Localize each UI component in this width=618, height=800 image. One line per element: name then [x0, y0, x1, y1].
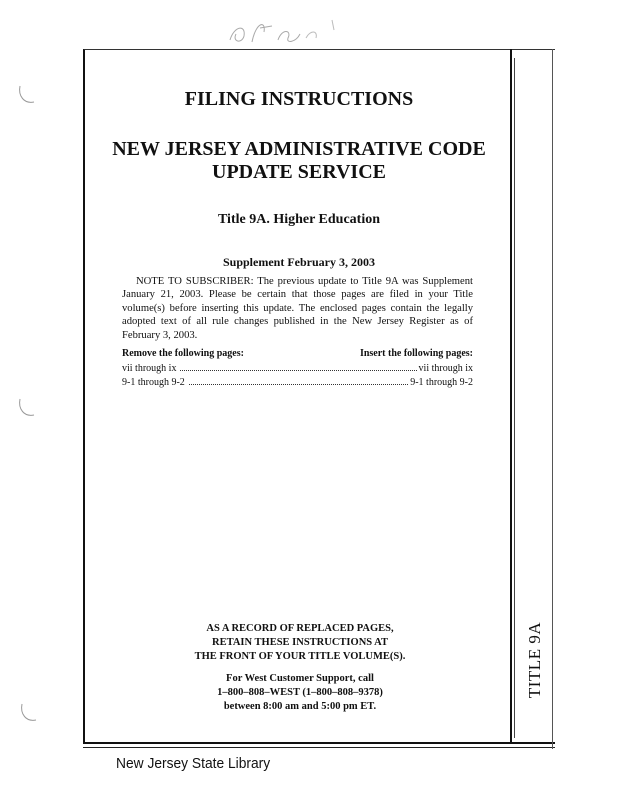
frame-bottom-rule [83, 747, 555, 748]
code-title-line2: UPDATE SERVICE [212, 161, 386, 183]
record-line: RETAIN THESE INSTRUCTIONS AT [212, 637, 388, 648]
leader-dots [180, 370, 416, 371]
handwritten-mark [222, 12, 342, 50]
title-name: Title 9A. Higher Education [217, 212, 381, 227]
record-line: AS A RECORD OF REPLACED PAGES, [206, 623, 394, 634]
support-phone: 1–800–808–WEST (1–800–808–9378) [217, 687, 383, 698]
tab-divider [510, 49, 512, 744]
page-heading: FILING INSTRUCTIONS [184, 88, 414, 110]
tab-edge [552, 49, 553, 749]
punch-hole-mark [16, 395, 38, 421]
support-line: For West Customer Support, call [226, 673, 374, 684]
record-line: THE FRONT OF YOUR TITLE VOLUME(S). [194, 651, 406, 662]
subscriber-note [122, 275, 473, 342]
insert-pages-header: Insert the following pages: [359, 348, 473, 359]
leader-dots [189, 384, 408, 385]
remove-pages: vii through ix [122, 363, 177, 374]
page-row [122, 363, 473, 374]
record-instructions [150, 622, 450, 664]
insert-pages: 9-1 through 9-2 [410, 377, 473, 388]
library-stamp: New Jersey State Library [116, 755, 271, 772]
customer-support [150, 672, 450, 714]
insert-pages: vii through ix [418, 363, 473, 374]
code-title-line1: NEW JERSEY ADMINISTRATIVE CODE [112, 138, 486, 160]
punch-hole-mark [16, 82, 38, 108]
tab-divider [514, 58, 515, 738]
punch-hole-mark [18, 700, 40, 726]
code-title [90, 138, 508, 184]
remove-pages-header: Remove the following pages: [122, 348, 244, 359]
remove-pages: 9-1 through 9-2 [122, 377, 185, 388]
supplement-date: Supplement February 3, 2003 [222, 255, 375, 269]
support-hours: between 8:00 am and 5:00 pm ET. [223, 701, 377, 712]
page-row [122, 377, 473, 388]
subscriber-note-text: NOTE TO SUBSCRIBER: The previous update to Title 9A was Supplement January 21, 2003. Please be certain that those pages are filed in your Title volume(s) before inserting this update. The enclosed pages contain the legally adopted text of all rule changes published in the New Jersey Register as of February 3, 2003. [122, 276, 473, 341]
title-tab-label: TITLE 9A [525, 621, 544, 699]
